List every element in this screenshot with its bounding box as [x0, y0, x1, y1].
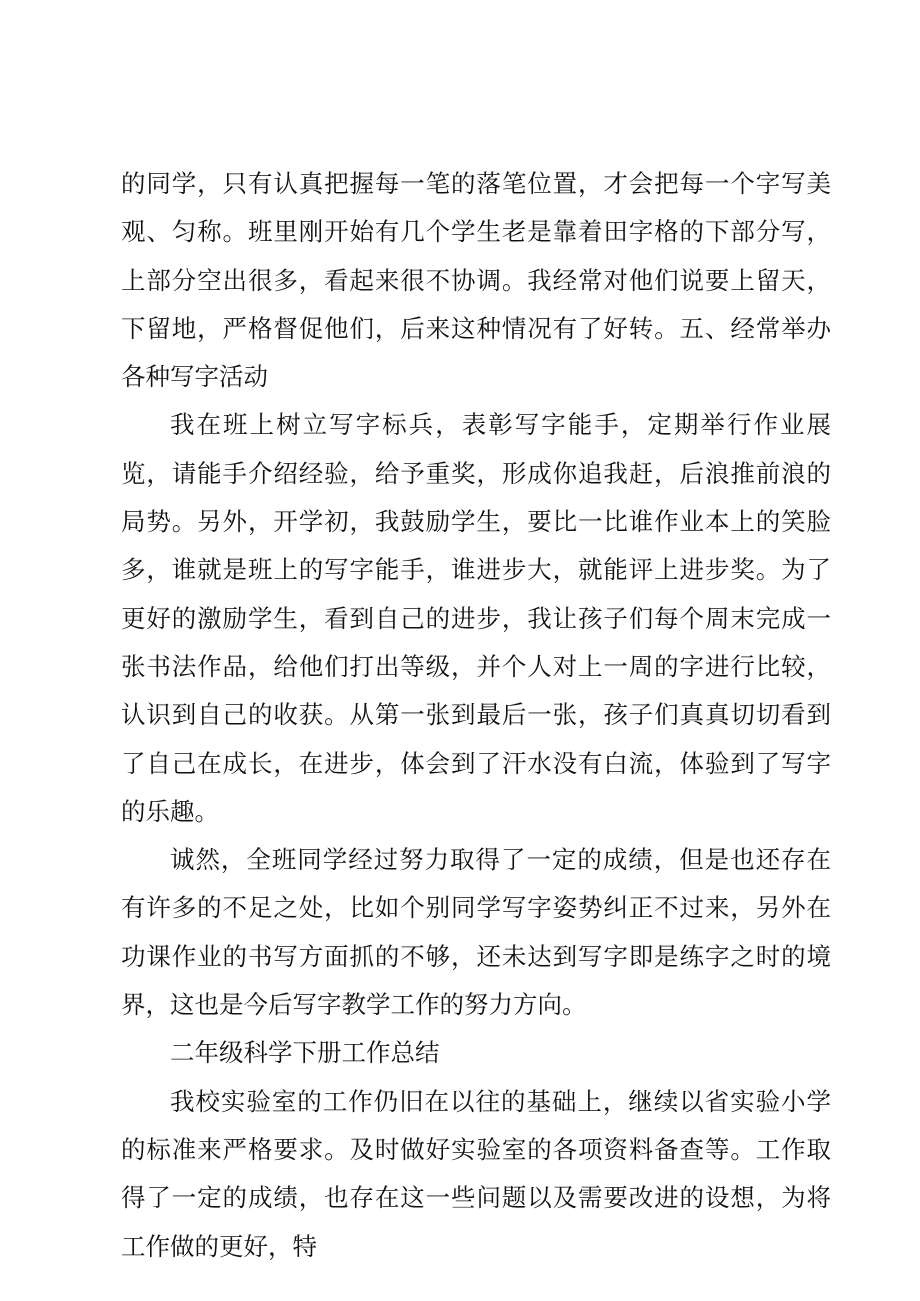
section-heading: 二年级科学下册工作总结	[170, 1038, 440, 1068]
paragraph-shortcomings: 诚然，全班同学经过努力取得了一定的成绩，但是也还存在有许多的不足之处，比如个别同学写字姿势纠正不过来，另外在功课作业的书写方面抓的不够，还未达到写字即是练字之时的境界，这也是今后写字教学工作的努力方向。	[121, 845, 831, 1020]
paragraph-lab-work: 我校实验室的工作仍旧在以往的基础上，继续以省实验小学的标准来严格要求。及时做好实验室的各项资料备查等。工作取得了一定的成绩，也存在这一些问题以及需要改进的设想，为将工作做的更好，特	[121, 1086, 831, 1261]
document-body	[121, 160, 831, 1271]
paragraph-continuation: 的同学，只有认真把握每一笔的落笔位置，才会把每一个字写美观、匀称。班里刚开始有几个学生老是靠着田字格的下部分写，上部分空出很多，看起来很不协调。我经常对他们说要上留天，下留地，严格督促他们，后来这种情况有了好转。五、经常举办各种写字活动	[121, 169, 831, 392]
paragraph-writing-activities: 我在班上树立写字标兵，表彰写字能手，定期举行作业展览，请能手介绍经验，给予重奖，形成你追我赶，后浪推前浪的局势。另外，开学初，我鼓励学生，要比一比谁作业本上的笑脸多，谁就是班上的写字能手，谁进步大，就能评上进步奖。为了更好的激励学生，看到自己的进步，我让孩子们每个周末完成一张书法作品，给他们打出等级，并个人对上一周的字进行比较，认识到自己的收获。从第一张到最后一张，孩子们真真切切看到了自己在成长，在进步，体会到了汗水没有白流，体验到了写字的乐趣。	[121, 410, 831, 826]
